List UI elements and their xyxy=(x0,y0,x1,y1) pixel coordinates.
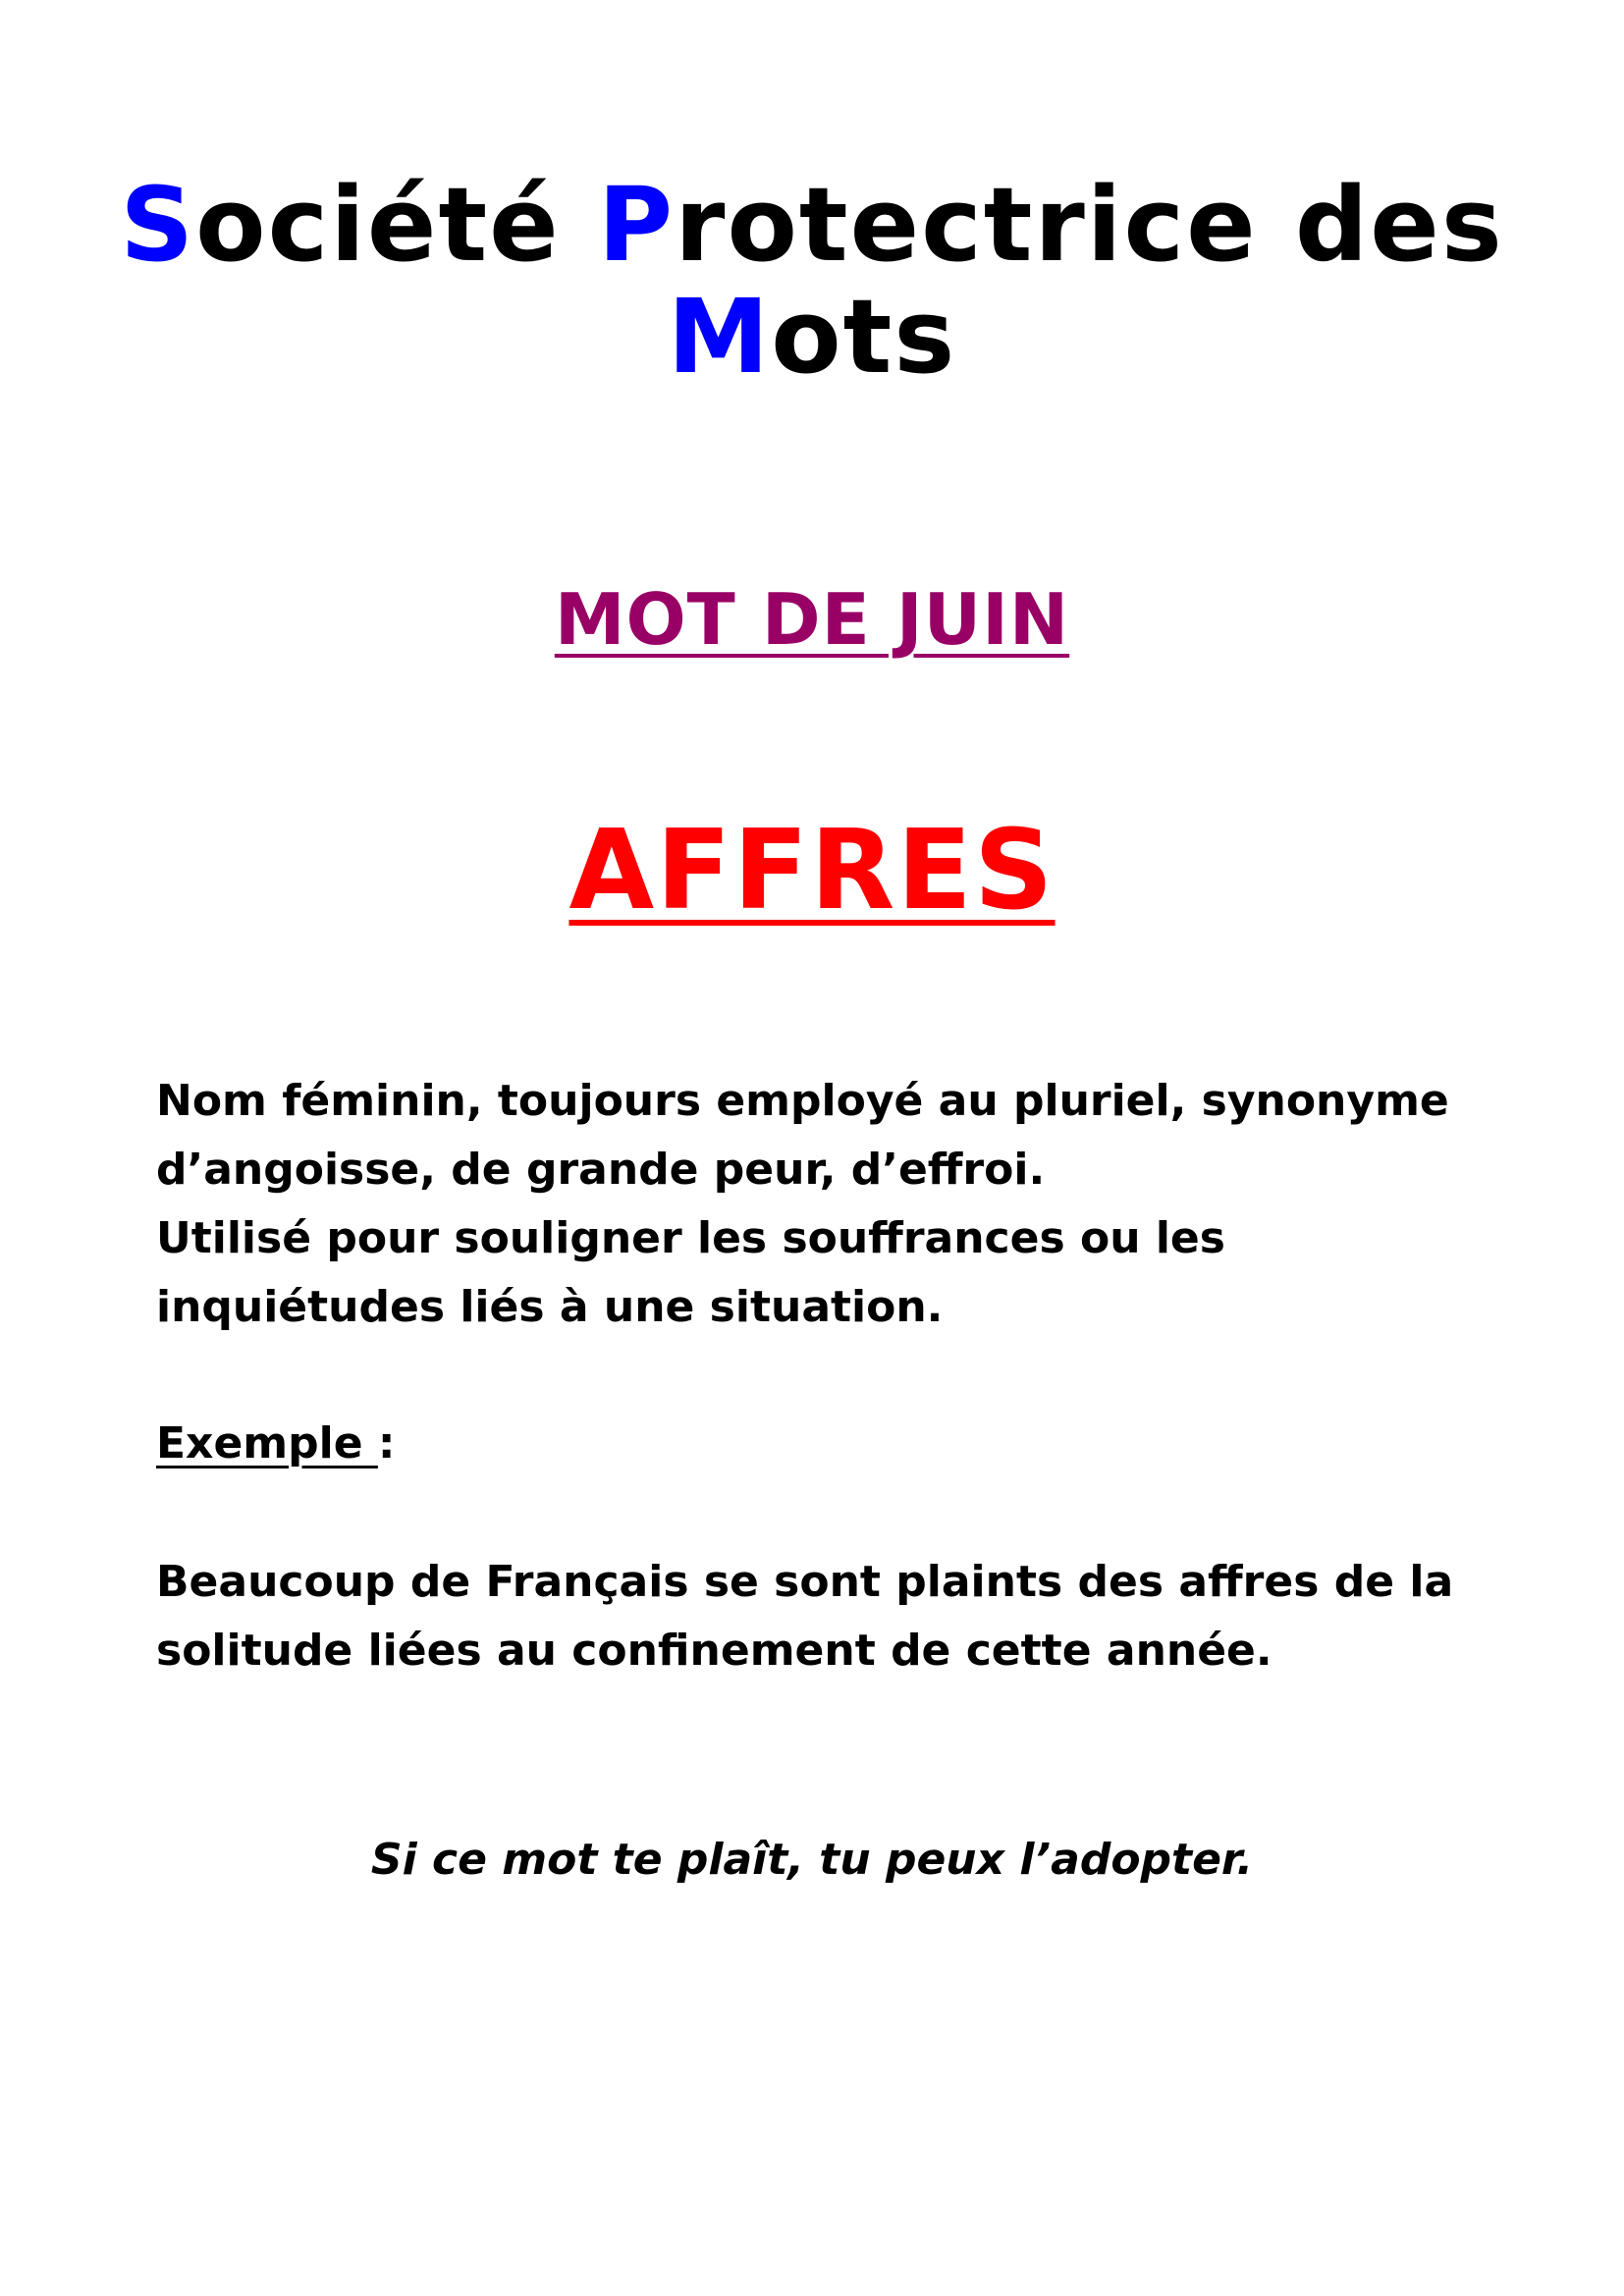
subtitle xyxy=(0,575,1624,664)
closing-text: Si ce mot te plaît, tu peux l’adopter. xyxy=(370,1835,1254,1885)
title-text-ociete: ociété xyxy=(195,165,598,285)
example-heading xyxy=(156,1410,1511,1478)
closing-line xyxy=(0,1826,1624,1895)
word-of-month xyxy=(0,807,1624,934)
definition-line: inquiétudes liés à une situation. xyxy=(156,1282,944,1332)
title-initial-s: S xyxy=(120,165,196,285)
title-line-2 xyxy=(0,277,1624,397)
example-colon: : xyxy=(377,1418,396,1468)
title-text-rotectrice-des: rotectrice des xyxy=(675,165,1504,285)
definition-paragraph xyxy=(156,1067,1511,1342)
word-text: AFFRES xyxy=(568,807,1056,934)
page-title xyxy=(0,165,1624,397)
definition-line: Nom féminin, toujours employé au pluriel, synonyme xyxy=(156,1076,1449,1126)
example-line: solitude liées au confinement de cette année. xyxy=(156,1626,1272,1676)
title-initial-p: P xyxy=(597,165,676,285)
title-initial-m: M xyxy=(667,277,772,397)
subtitle-text: MOT DE JUIN xyxy=(554,578,1070,661)
title-line-1 xyxy=(0,165,1624,285)
definition-line: Utilisé pour souligner les souffrances ou les xyxy=(156,1213,1225,1263)
title-text-ots: ots xyxy=(771,277,957,397)
definition-line: d’angoisse, de grande peur, d’effroi. xyxy=(156,1145,1046,1195)
example-label: Exemple xyxy=(156,1418,378,1468)
example-line: Beaucoup de Français se sont plaints des affres de la xyxy=(156,1557,1454,1607)
example-paragraph xyxy=(156,1548,1511,1685)
